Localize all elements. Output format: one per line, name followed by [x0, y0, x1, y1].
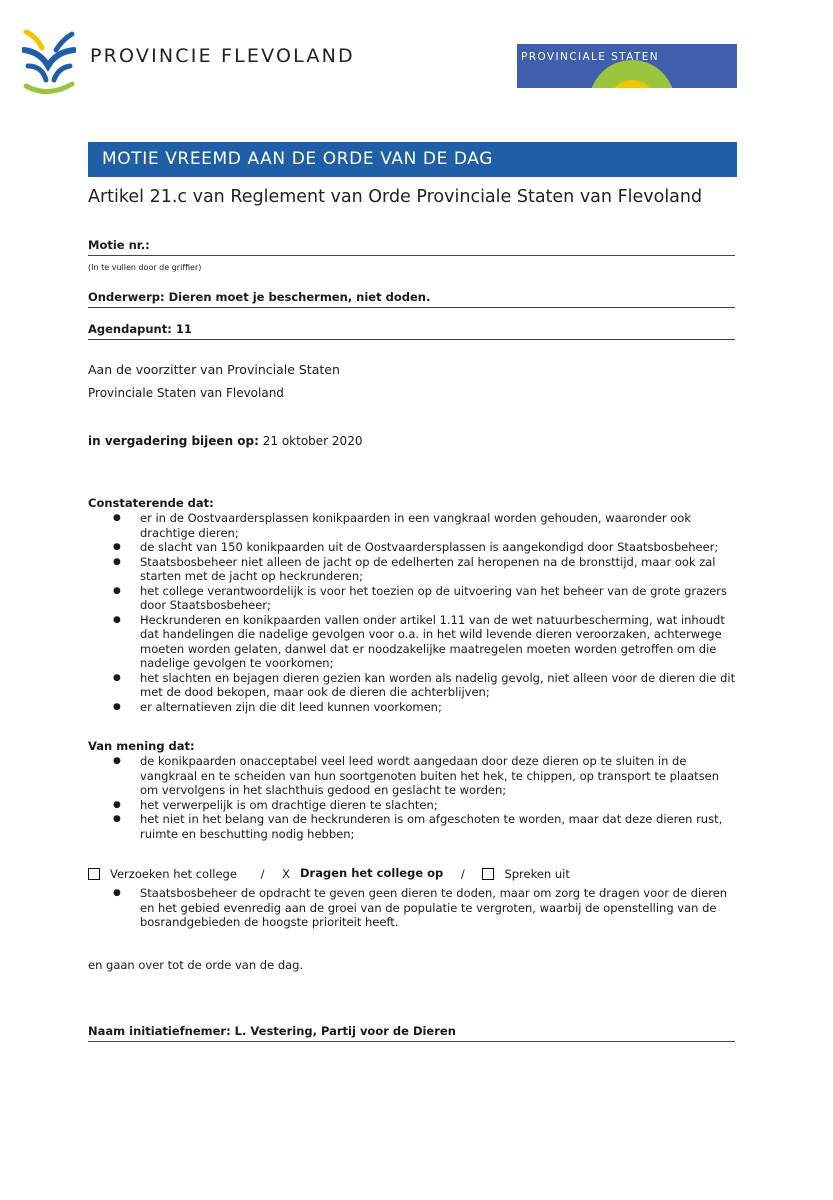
- choice-separator: /: [260, 866, 265, 881]
- closing-line: en gaan over tot de orde van de dag.: [88, 958, 304, 972]
- meeting-line: [88, 434, 362, 448]
- spreken-checkbox[interactable]: [482, 868, 494, 880]
- constaterende-list: [88, 511, 738, 714]
- list-item: ● er alternatieven zijn die dit leed kunnen voorkomen;: [88, 700, 738, 715]
- agendapunt-field: Agendapunt: 11: [88, 322, 735, 340]
- verzoeken-label: Verzoeken het college: [110, 866, 237, 881]
- decision-choices: [88, 866, 570, 881]
- list-item: ● het verwerpelijk is om drachtige dieren te slachten;: [88, 798, 738, 813]
- meeting-label: in vergadering bijeen op:: [88, 434, 259, 448]
- ps-logo-label: PROVINCIALE STATEN: [521, 51, 660, 63]
- list-item: ● het slachten en bejagen dieren gezien kan worden als nadelig gevolg, niet alleen voor de dieren die dit met de dood bekopen, maar ook de dieren die achterblijven;: [88, 671, 738, 700]
- document-subtitle: Artikel 21.c van Reglement van Orde Provinciale Staten van Flevoland: [88, 187, 703, 207]
- choice-separator: /: [460, 866, 465, 881]
- list-item: ● het college verantwoordelijk is voor het toezien op de uitvoering van het beheer van de grote grazers door Staatsbosbeheer;: [88, 584, 738, 613]
- mening-list: [88, 754, 738, 841]
- list-item: ● Heckrunderen en konikpaarden vallen onder artikel 1.11 van de wet natuurbescherming, wat inhoudt dat handelingen die nadelige gevolgen voor o.a. in het wild levende dieren veroorzaken, achterwege moeten worden gelaten, danwel dat er noodzakelijke maatregelen moeten worden getroffen om die nadelige gevolgen te voorkomen;: [88, 613, 738, 671]
- mening-title: Van mening dat:: [88, 739, 195, 753]
- list-item: ● Staatsbosbeheer niet alleen de jacht op de edelherten zal heropenen na de bronsttijd, maar ook zal starten met de jacht op heckrunderen;: [88, 555, 738, 584]
- verzoeken-checkbox[interactable]: [88, 868, 100, 880]
- list-item: ● de konikpaarden onacceptabel veel leed wordt aangedaan door deze dieren op te sluiten in de vangkraal en te scheiden van hun soortgenoten buiten het hek, te chippen, op transport te plaatsen om vervolgens in het slachthuis gedood en geslacht te worden;: [88, 754, 738, 798]
- besluit-list: [88, 886, 738, 930]
- meeting-date: 21 oktober 2020: [262, 434, 363, 448]
- selected-x-mark: X: [282, 866, 290, 881]
- motie-nr-field: Motie nr.:: [88, 238, 735, 256]
- initiatiefnemer-field: Naam initiatiefnemer: L. Vestering, Partij voor de Dieren: [88, 1024, 735, 1042]
- list-item: ● de slacht van 150 konikpaarden uit de Oostvaardersplassen is aangekondigd door Staatsbosbeheer;: [88, 540, 738, 555]
- onderwerp-field: Onderwerp: Dieren moet je beschermen, niet doden.: [88, 290, 735, 308]
- provincie-flevoland-logo-icon: [22, 26, 76, 96]
- list-item: ● er in de Oostvaardersplassen konikpaarden in een vangkraal worden gehouden, waaronder ook drachtige dieren;: [88, 511, 738, 540]
- addressee-line-1: Aan de voorzitter van Provinciale Staten: [88, 362, 340, 377]
- dragen-label: Dragen het college op: [300, 866, 444, 880]
- provinciale-staten-logo: [517, 44, 737, 88]
- spreken-label: Spreken uit: [504, 866, 570, 881]
- org-name: PROVINCIE FLEVOLAND: [90, 45, 355, 67]
- constaterende-title: Constaterende dat:: [88, 496, 214, 510]
- document-title: MOTIE VREEMD AAN DE ORDE VAN DE DAG: [88, 142, 737, 177]
- list-item: ● het niet in het belang van de heckrunderen is om afgeschoten te worden, maar dat deze dieren rust, ruimte en beschutting nodig hebben;: [88, 812, 738, 841]
- addressee-line-2: Provinciale Staten van Flevoland: [88, 386, 284, 400]
- list-item: ● Staatsbosbeheer de opdracht te geven geen dieren te doden, maar om zorg te dragen voor de dieren en het gebied evenredig aan de groei van de populatie te vergroten, waarbij de openstelling van de bosrandgebieden de hoogste prioriteit heeft.: [88, 886, 738, 930]
- griffier-note: (In te vullen door de griffier): [88, 263, 202, 272]
